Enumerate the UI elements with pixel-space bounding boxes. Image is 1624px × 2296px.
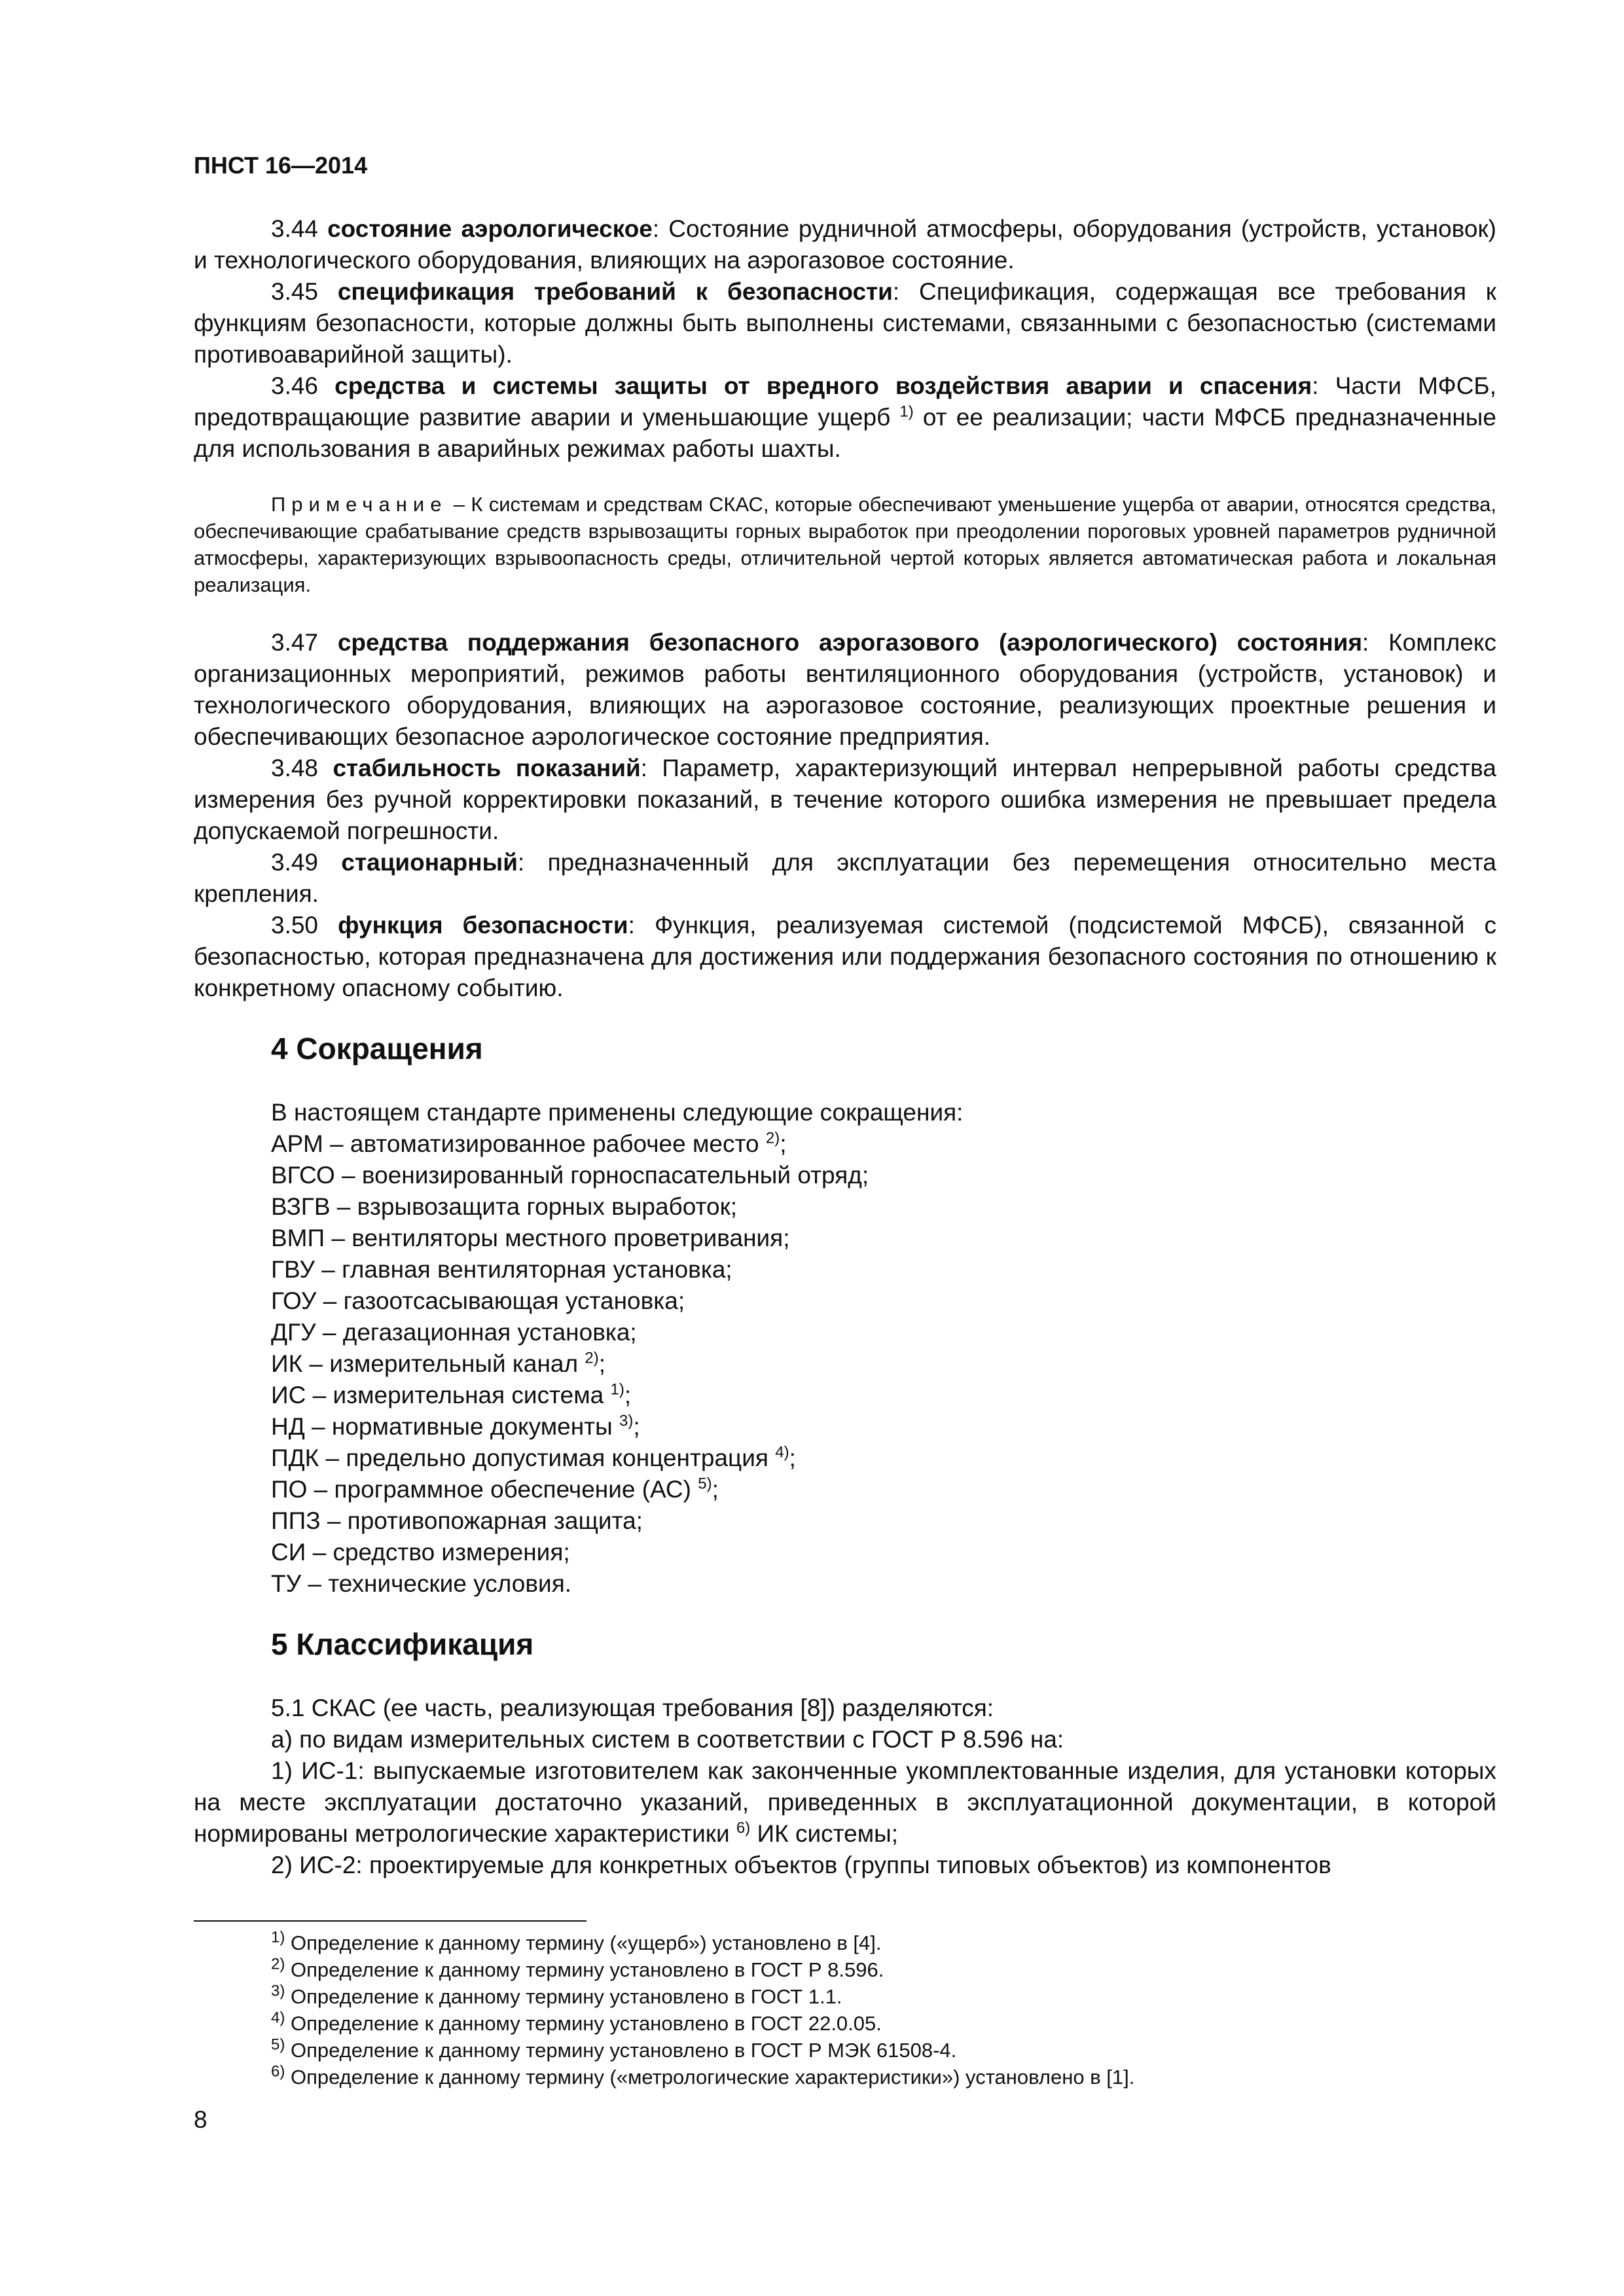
abbreviation-item: ИС – измерительная система $^{1)}$; [271,1380,632,1408]
term-definition: : Части МФСБ, предотвращающие развитие аварии и уменьшающие ущерб [194,372,1496,431]
abbreviation-item: НД – нормативные документы $^{3)}$; [271,1412,640,1440]
term-3-47 [194,627,1496,753]
footnote-item: $^{4)}$ Определение к данному термину установлено в ГОСТ 22.0.05. [271,2009,882,2035]
footnote-separator [194,1920,586,1922]
document-code-header: ПНСТ 16—2014 [194,152,368,179]
footnote-ref[interactable]: 4) [775,1443,789,1462]
note-text: – К системам и средствам СКАС, которые обеспечивают уменьшение ущерба от аварии, относятся средства, обеспечивающие срабатывание средств взрывозащиты горных выработок при преодолении пороговых уровней параметров рудничной атмосферы, характеризующих взрывоопасность среды, отличительной чертой которых является автоматическая работа и локальная реализация. [194,493,1496,596]
footnote-item: $^{3)}$ Определение к данному термину установлено в ГОСТ 1.1. [271,1982,842,2008]
term-name: функция безопасности [338,912,628,939]
page-number: 8 [194,2106,208,2133]
term-name: стационарный [341,849,518,876]
footnote-item: $^{1)}$ Определение к данному термину («ущерб») установлено в [4]. [271,1928,882,1954]
paragraph-is-1: 1) ИС-1: выпускаемые изготовителем как законченные укомплектованные изделия, для установки которых на месте эксплуатации достаточно указаний, приведенных в эксплуатационной документации, в которой нормированы метрологические характеристики $^{6)}$ ИК системы; [194,1757,1496,1847]
section-5-heading: 5 Классификация [271,1627,534,1661]
term-name: стабильность показаний [333,755,641,781]
paragraph-5-1-a: а) по видам измерительных систем в соответствии с ГОСТ Р 8.596 на: [271,1726,1064,1753]
abbreviation-item: ТУ – технические условия. [271,1570,572,1597]
footnotes [271,1929,1134,2090]
term-name: средства и системы защиты от вредного воздействия аварии и спасения [334,372,1312,399]
footnote-ref[interactable]: 6) [736,1819,751,1837]
term-number: 3.45 [271,278,319,305]
abbreviations-list [194,1128,1496,1600]
footnote-item: $^{6)}$ Определение к данному термину («метрологические характеристики») установлено в [1]. [271,2062,1135,2089]
term-name: состояние аэрологическое [327,215,653,242]
abbreviation-item: ГОУ – газоотсасывающая установка; [271,1287,685,1314]
term-3-49 [194,847,1496,910]
term-number: 3.50 [271,912,319,939]
term-definition-cont: от ее реализации; части МФСБ предназначенные для использования в аварийных режимах работы шахты. [194,404,1496,462]
abbreviation-item: ВМП – вентиляторы местного проветривания; [271,1225,790,1251]
term-3-50 [194,910,1496,1004]
abbreviation-item: АРМ – автоматизированное рабочее место $^{2)}$; [271,1129,787,1157]
abbreviation-item: ДГУ – дегазационная установка; [271,1319,637,1346]
term-definition: : Параметр, характеризующий интервал непрерывной работы средства измерения без ручной корректировки показаний, в течение которого ошибка измерения не превышает предела допускаемой погрешности. [194,755,1496,844]
abbreviations-intro: В настоящем стандарте применены следующие сокращения: [271,1099,964,1126]
document-body [194,213,1496,1881]
abbreviation-item: ППЗ – противопожарная защита; [271,1507,643,1534]
term-definition: : Комплекс организационных мероприятий, режимов работы вентиляционного оборудования (устройств, установок) и технологического оборудования, влияющих на аэрогазовое состояние, реализующих проектные решения и обеспечивающих безопасное аэрологическое состояние предприятия. [194,629,1496,750]
abbreviation-item: ИК – измерительный канал $^{2)}$; [271,1349,605,1377]
footnote-ref[interactable]: 5) [698,1475,712,1493]
paragraph-is-2: 2) ИС-2: проектируемые для конкретных объектов (группы типовых объектов) из компонентов [271,1852,1331,1878]
term-definition: : Функция, реализуемая системой (подсистемой МФСБ), связанной с безопасностью, которая предназначена для достижения или поддержания безопасного состояния по отношению к конкретному опасному событию. [194,912,1497,1001]
footnote-ref[interactable]: 1) [610,1380,624,1399]
term-3-48 [194,753,1496,847]
term-name: средства поддержания безопасного аэрогазового (аэрологического) состояния [337,629,1363,656]
term-definition: : Спецификация, содержащая все требования к функциям безопасности, которые должны быть выполнены системами, связанными с безопасностью (системами противоаварийной защиты). [194,278,1496,368]
footnote-ref[interactable]: 1) [899,403,914,421]
term-number: 3.44 [271,215,319,242]
term-3-46 [194,370,1496,465]
abbreviation-item: ПДК – предельно допустимая концентрация $^{4)}$; [271,1443,796,1471]
term-number: 3.47 [271,629,319,656]
section-4-heading: 4 Сокращения [271,1031,483,1066]
term-3-44 [194,213,1496,276]
abbreviation-item: СИ – средство измерения; [271,1539,570,1566]
term-number: 3.48 [271,755,319,781]
footnote-item: $^{2)}$ Определение к данному термину установлено в ГОСТ Р 8.596. [271,1955,884,1981]
abbreviation-item: ГВУ – главная вентиляторная установка; [271,1256,732,1283]
term-name: спецификация требований к безопасности [337,278,893,305]
term-3-45 [194,276,1496,370]
footnote-ref[interactable]: 3) [619,1412,634,1430]
footnote-ref[interactable]: 2) [585,1349,599,1367]
abbreviation-item: ВГСО – военизированный горноспасательный отряд; [271,1162,869,1189]
abbreviation-item: ВЗГВ – взрывозащита горных выработок; [271,1193,738,1220]
term-number: 3.49 [271,849,319,876]
paragraph-5-1: 5.1 СКАС (ее часть, реализующая требования [8]) разделяются: [271,1695,994,1721]
term-number: 3.46 [271,372,319,399]
term-definition: : предназначенный для эксплуатации без перемещения относительно места крепления. [194,849,1496,907]
abbreviation-item: ПО – программное обеспечение (АС) $^{5)}$; [271,1475,719,1503]
footnote-ref[interactable]: 2) [765,1129,780,1147]
note-block [194,491,1496,598]
note-label: Примечание [271,493,448,516]
footnote-item: $^{5)}$ Определение к данному термину установлено в ГОСТ Р МЭК 61508-4. [271,2036,957,2062]
term-definition: : Состояние рудничной атмосферы, оборудования (устройств, установок) и технологического оборудования, влияющих на аэрогазовое состояние. [194,215,1496,274]
